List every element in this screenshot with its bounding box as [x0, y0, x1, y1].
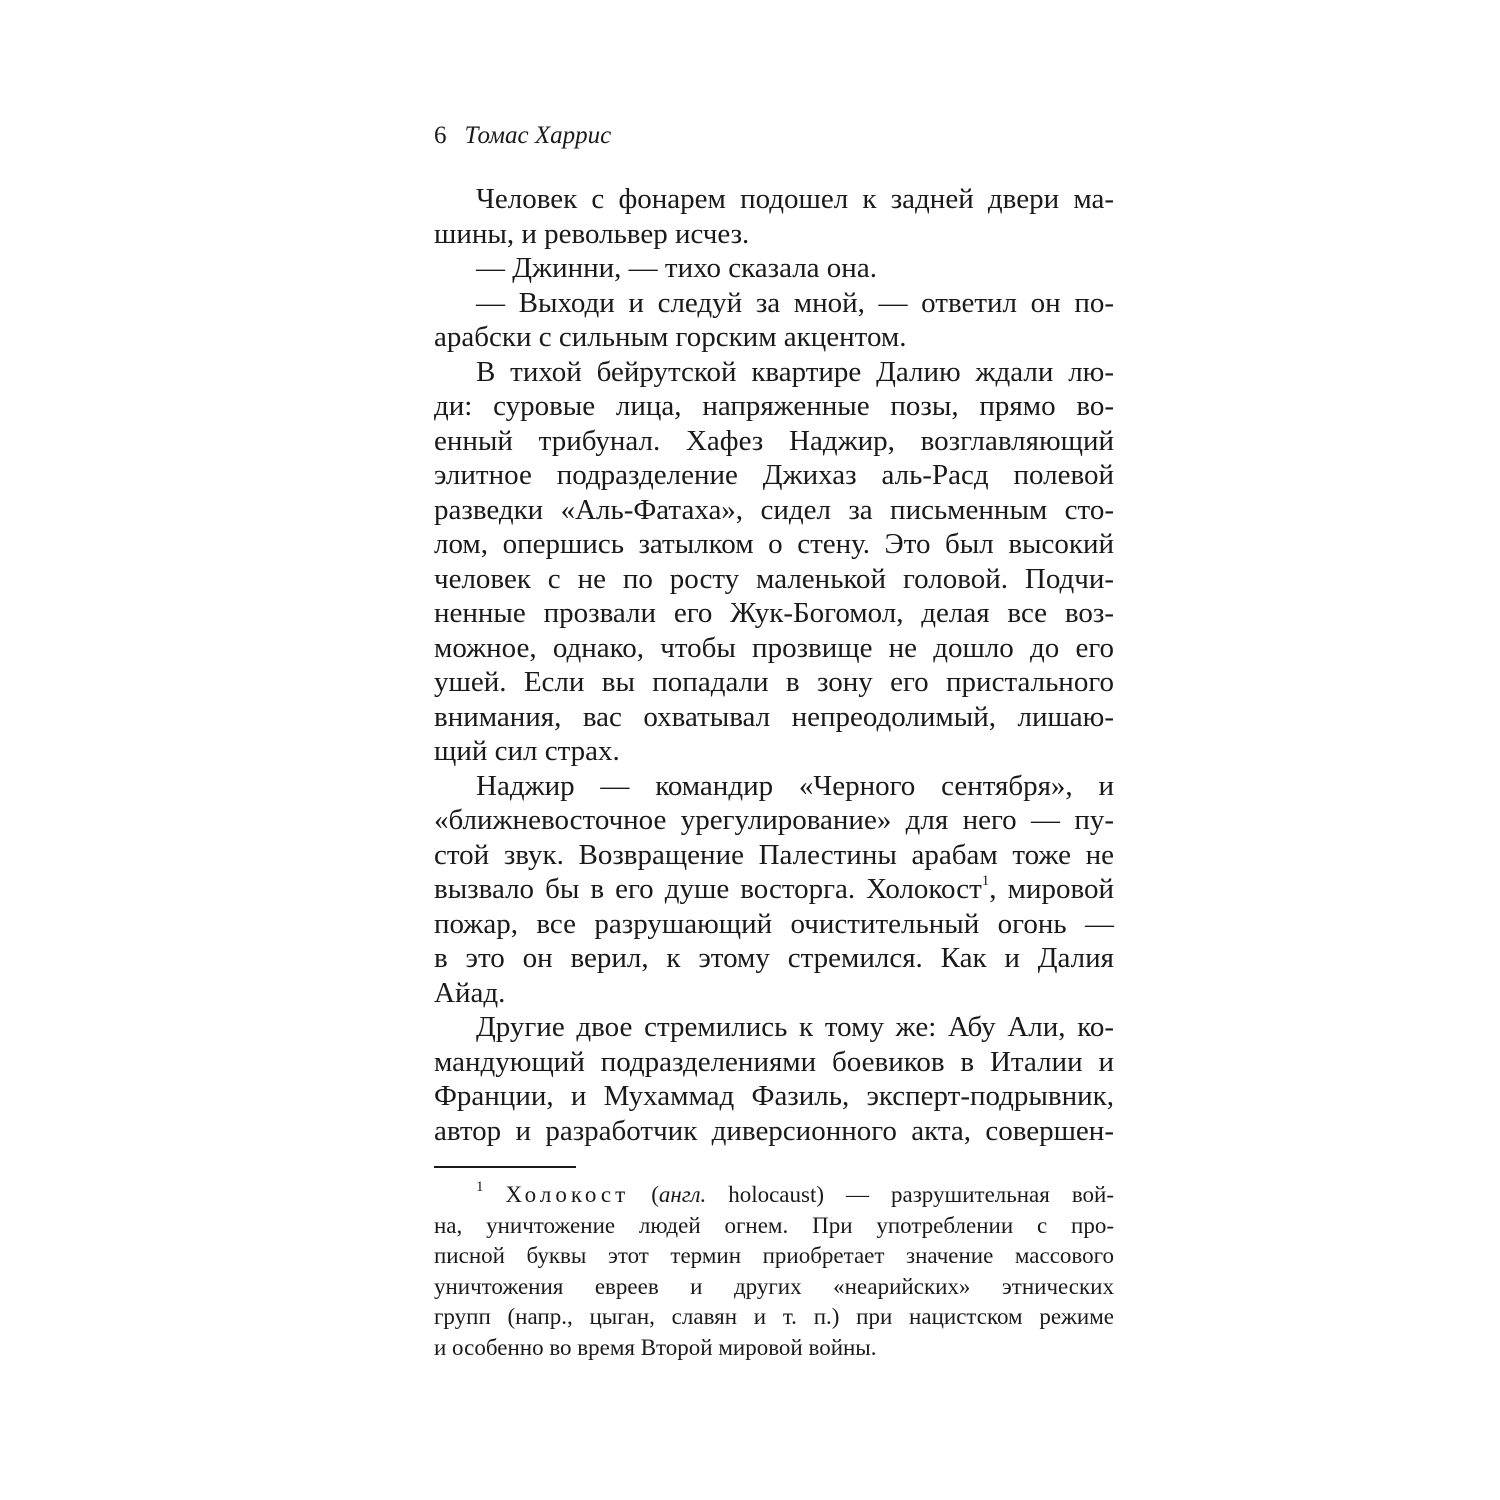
text-line: ди: суровые лица, напряженные позы, прямо во-	[434, 390, 1114, 422]
text-line: автор и разработчик диверсионного акта, совершен-	[434, 1114, 1114, 1147]
text-line: енный трибунал. Хафез Наджир, возглавляющий	[434, 424, 1114, 457]
text-line: человек с не по росту маленькой головой. Подчи-	[434, 562, 1114, 595]
footnote-marker: 1	[476, 1179, 484, 1196]
text-line: внимания, вас охватывал непреодолимый, лишаю-	[434, 700, 1114, 733]
text-line: Наджир — командир «Черного сентября», и	[476, 769, 1114, 802]
footnote-line: уничтожения евреев и других «неарийских» этнических	[434, 1273, 1114, 1299]
text-line: разведки «Аль-Фатаха», сидел за письменным сто-	[434, 493, 1114, 526]
text-line: лом, опершись затылком о стену. Это был высокий	[434, 528, 1114, 560]
text-fragment: holocaust) — разрушительная вой-	[706, 1182, 1115, 1207]
text-line: Человек с фонарем подошел к задней двери ма-	[476, 183, 1114, 215]
text-fragment: (	[651, 1182, 659, 1207]
text-line: стой звук. Возвращение Палестины арабам тоже не	[434, 838, 1114, 871]
text-line: ушей. Если вы попадали в зону его пристального	[434, 666, 1114, 698]
footnote-line: писной буквы этот термин приобретает значение массового	[434, 1243, 1114, 1268]
footnote-line: и особенно во время Второй мировой войны.	[434, 1334, 877, 1360]
text-line	[434, 872, 1114, 907]
text-fragment: , мировой	[989, 873, 1114, 905]
language-abbreviation: англ.	[658, 1182, 707, 1207]
book-page	[434, 118, 1114, 1363]
text-line: — Выходи и следуй за мной, — ответил он по-	[476, 286, 1114, 319]
page-number: 6	[434, 122, 447, 149]
text-line: элитное подразделение Джихаз аль-Расд полевой	[434, 459, 1114, 491]
text-line: щий сил страх.	[434, 735, 620, 767]
footnote-term: Холокост	[505, 1182, 630, 1207]
text-line: Франции, и Мухаммад Фазиль, эксперт-подрывник,	[434, 1080, 1114, 1112]
text-line: пожар, все разрушающий очистительный огонь —	[434, 907, 1114, 940]
text-fragment: вызвало бы в его душе восторга. Холокост	[434, 873, 982, 905]
text-line: Айад.	[434, 976, 506, 1009]
text-line: Другие двое стремились к тому же: Абу Али, ко-	[476, 1011, 1114, 1043]
text-line: ненные прозвали его Жук-Богомол, делая все воз-	[434, 597, 1114, 629]
author-name: Томас Харрис	[464, 122, 612, 149]
text-line: «ближневосточное урегулирование» для него — пу-	[434, 804, 1114, 836]
running-head	[434, 118, 1114, 154]
footnote	[434, 1180, 1114, 1363]
footnote-line: групп (напр., цыган, славян и т. п.) при нацистском режиме	[434, 1304, 1114, 1329]
footnote-line	[434, 1180, 1114, 1211]
text-line: мандующий подразделениями боевиков в Италии и	[434, 1045, 1114, 1078]
text-line: в это он верил, к этому стремился. Как и Далия	[434, 942, 1114, 974]
footnote-line: на, уничтожение людей огнем. При употреблении с про-	[434, 1212, 1114, 1238]
text-line: шины, и револьвер исчез.	[434, 217, 750, 250]
text-line: арабски с сильным горским акцентом.	[434, 321, 907, 353]
footnote-reference: 1	[981, 873, 990, 890]
text-line: В тихой бейрутской квартире Далию ждали лю-	[476, 355, 1114, 388]
text-line: — Джинни, — тихо сказала она.	[476, 252, 877, 284]
footnote-divider	[434, 1166, 576, 1168]
body-text	[434, 182, 1114, 1148]
text-line: можное, однако, чтобы прозвище не дошло до его	[434, 631, 1114, 664]
